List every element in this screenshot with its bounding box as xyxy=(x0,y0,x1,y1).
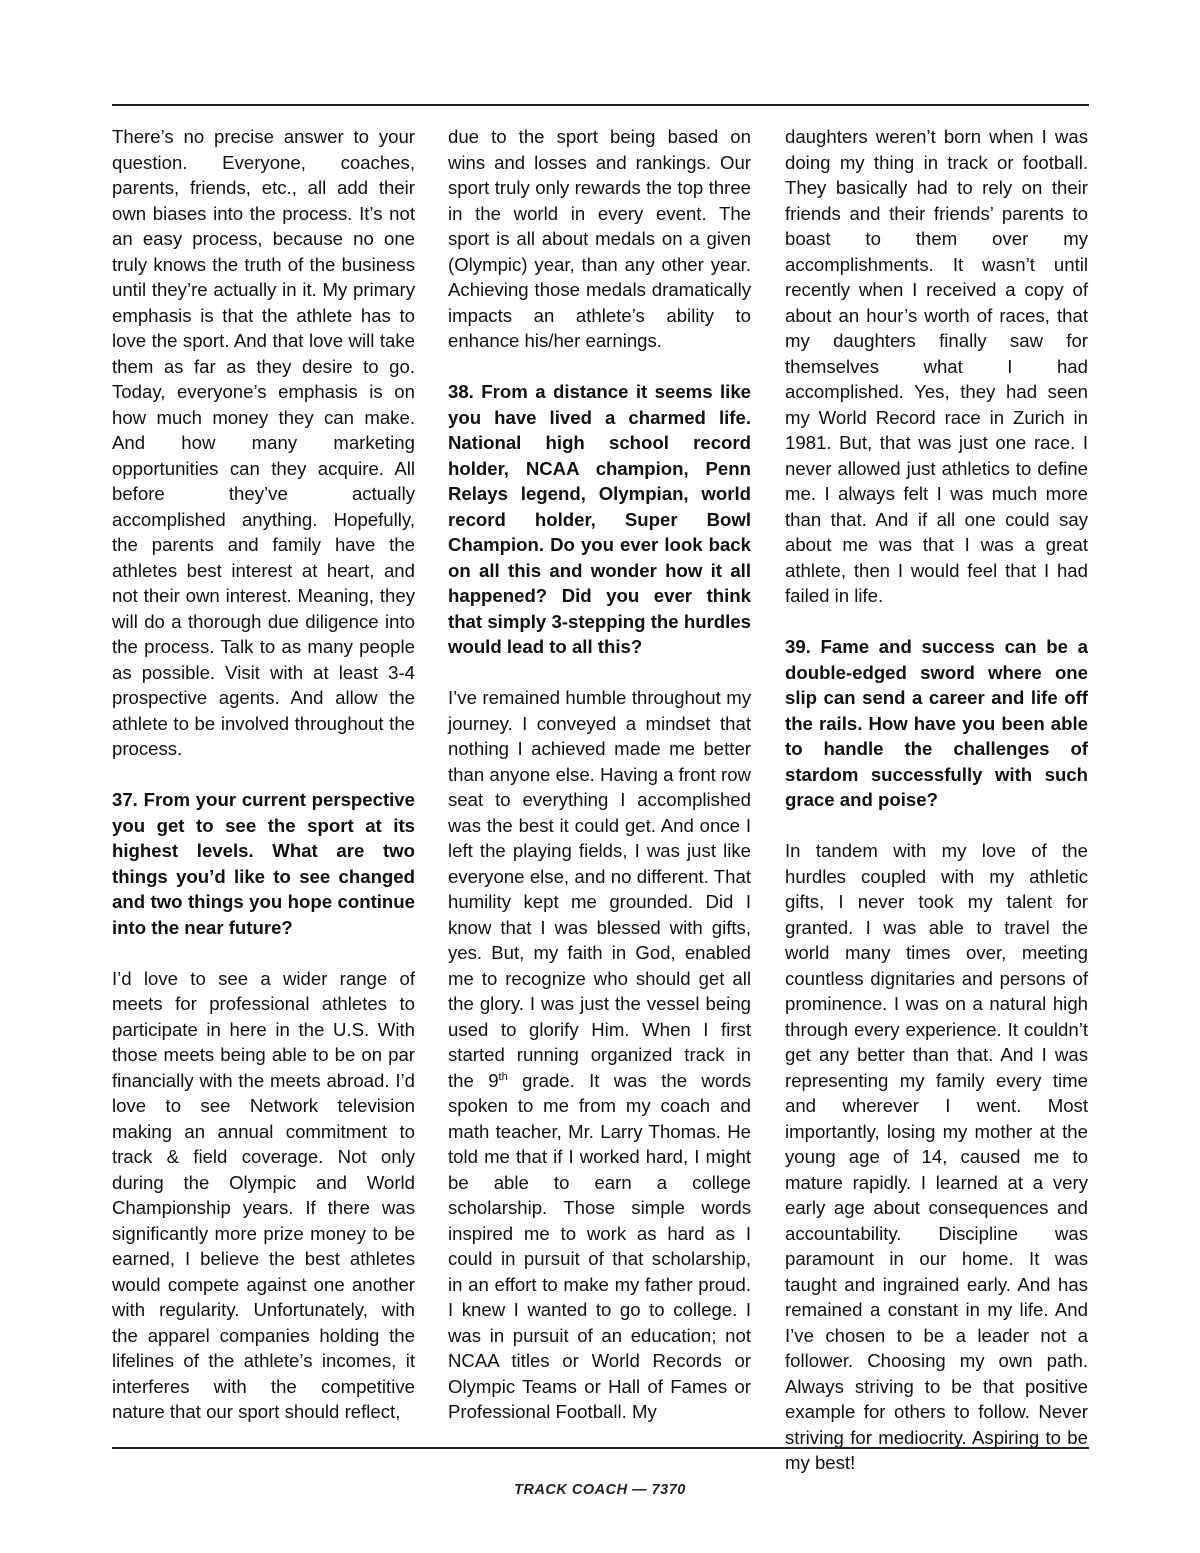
question-38: 38. From a distance it seems like you have lived a charmed life. National high school record holder, NCAA champion, Penn Relays legend, Olympian, world record holder, Super Bowl Champion. Do you ever look back on all this and wonder how it all happened? Did you ever think that simply 3-stepping the hurdles would lead to all this? xyxy=(448,381,751,657)
answer-38-part1: I’ve remained humble throughout my journey. I conveyed a mindset that nothing I achieved made me better than anyone else. Having a front row seat to everything I accomplished was the best it could get. And once I left the playing fields, I was just like everyone else, and no different. That humility kept me grounded. Did I know that I was blessed with gifts, yes. But, my faith in God, enabled me to recognize who should get all the glory. I was just the vessel being used to glorify Him. When I first started running organized track in the 9 xyxy=(448,687,751,1091)
top-divider xyxy=(112,104,1089,106)
answer-38 xyxy=(448,685,751,1425)
column-3 xyxy=(785,124,1088,1476)
page-footer: TRACK COACH — 7370 xyxy=(514,1482,686,1498)
column-1 xyxy=(112,124,415,1425)
answer-38-continued: daughters weren’t born when I was doing my thing in track or football. They basically had to rely on their friends and their friends’ parents to boast to them over my accomplishments. It wasn’t until recently when I received a copy of about an hour’s worth of races, that my daughters finally saw for themselves what I had accomplished. Yes, they had seen my World Record race in Zurich in 1981. But, that was just one race. I never allowed just athletics to define me. I always felt I was much more than that. And if all one could say about me was that I was a great athlete, then I would feel that I had failed in life. xyxy=(785,126,1088,606)
answer-36-continued: There’s no precise answer to your question. Everyone, coaches, parents, friends, etc., all add their own biases into the process. It’s not an easy process, because no one truly knows the truth of the business until they’re actually in it. My primary emphasis is that the athlete has to love the sport. And that love will take them as far as they desire to go. Today, everyone’s emphasis is on how much money they can make. And how many marketing opportunities can they acquire. All before they’ve actually accomplished anything. Hopefully, the parents and family have the athletes best interest at heart, and not their own interest. Meaning, they will do a thorough due diligence into the process. Talk to as many people as possible. Visit with at least 3-4 prospective agents. And allow the athlete to be involved throughout the process. xyxy=(112,126,415,759)
answer-37-continued: due to the sport being based on wins and losses and rankings. Our sport truly only rewards the top three in the world in every event. The sport is all about medals on a given (Olympic) year, than any other year. Achieving those medals dramatically impacts an athlete’s ability to enhance his/her earnings. xyxy=(448,126,751,351)
answer-38-part2: grade. It was the words spoken to me from my coach and math teacher, Mr. Larry Thomas. He told me that if I worked hard, I might be able to earn a college scholarship. Those simple words inspired me to work as hard as I could in pursuit of that scholarship, in an effort to make my father proud. I knew I wanted to go to college. I was in pursuit of an education; not NCAA titles or World Records or Olympic Teams or Hall of Fames or Professional Football. My xyxy=(448,1069,751,1422)
ordinal-suffix: th xyxy=(498,1070,508,1083)
answer-37: I’d love to see a wider range of meets for professional athletes to participate in here in the U.S. With those meets being able to be on par financially with the meets abroad. I’d love to see Network television making an annual commitment to track & field coverage. Not only during the Olympic and World Championship years. If there was significantly more prize money to be earned, I believe the best athletes would compete against one another with regularity. Unfortunately, with the apparel companies holding the lifelines of the athlete’s incomes, it interferes with the competitive nature that our sport should reflect, xyxy=(112,967,415,1422)
bottom-divider xyxy=(112,1447,1089,1449)
question-39: 39. Fame and success can be a double-edged sword where one slip can send a career and life off the rails. How have you been able to handle the challenges of stardom successfully with such grace and poise? xyxy=(785,636,1088,810)
question-37: 37. From your current perspective you get to see the sport at its highest levels. What are two things you’d like to see changed and two things you hope continue into the near future? xyxy=(112,789,415,938)
column-2 xyxy=(448,124,751,1425)
answer-39: In tandem with my love of the hurdles coupled with my athletic gifts, I never took my talent for granted. I was able to travel the world many times over, meeting countless dignitaries and persons of prominence. I was on a natural high through every experience. It couldn’t get any better than that. And I was representing my family every time and wherever I went. Most importantly, losing my mother at the young age of 14, caused me to mature rapidly. I learned at a very early age about consequences and accountability. Discipline was paramount in our home. It was taught and ingrained early. And has remained a constant in my life. And I’ve chosen to be a leader not a follower. Choosing my own path. Always striving to be that positive example for others to follow. Never striving for mediocrity. Aspiring to be my best! xyxy=(785,840,1088,1473)
